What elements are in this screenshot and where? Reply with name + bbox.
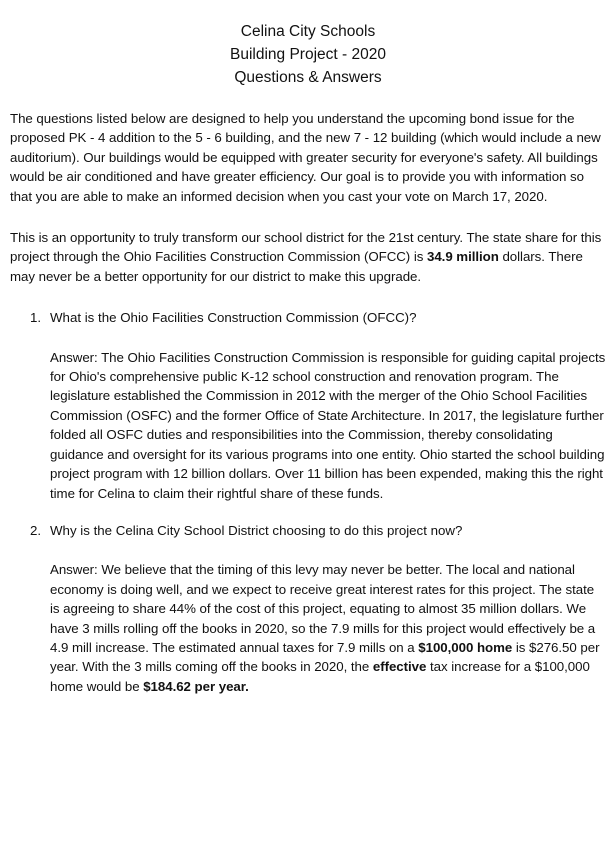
intro-paragraph-2 <box>10 228 606 286</box>
intro-paragraph-2-part-b: dollars. There may never be a better opportunity for our district to make this upgrade. <box>10 249 583 284</box>
question-number: 2. <box>30 522 42 538</box>
annual-increase-bold: $184.62 per year. <box>143 678 249 694</box>
document-title <box>10 20 606 89</box>
question-list <box>10 308 606 696</box>
answer-part-a: Answer: We believe that the timing of this levy may never be better. The local and national economy is doing well, and we expect to receive great interest rates for this project. The state is agreeing to share 44% of the cost of this project, equating to almost 35 million dollars. We have 3 mills rolling off the books in 2020, so the 7.9 mills for this project would effectively be a 4.9 mill increase. The estimated annual taxes for 7.9 mills on a <box>50 562 596 655</box>
title-school-name: Celina City Schools <box>240 23 376 40</box>
state-share-amount: 34.9 million <box>426 249 499 265</box>
title-qa: Questions & Answers <box>234 69 382 86</box>
title-project: Building Project - 2020 <box>230 46 386 63</box>
answer-part-c: tax increase for a $100,000 home would be <box>50 659 590 694</box>
intro-paragraph-2-part-a: This is an opportunity to truly transform our school district for the 21st century. The state share for this project through the Ohio Facilities Construction Commission (OFCC) is <box>10 230 602 265</box>
question-text: What is the Ohio Facilities Construction Commission (OFCC)? <box>50 310 417 326</box>
question-number: 1. <box>30 310 42 326</box>
effective-bold: effective <box>372 659 427 675</box>
answer-text <box>50 560 606 696</box>
answer-text: Answer: The Ohio Facilities Construction Commission is responsible for guiding capital projects for Ohio's comprehensive public K-12 school construction and renovation program. The legislature established the Commission in 2012 with the merger of the Ohio School Facilities Commission (OSFC) and the former Office of State Architecture. In 2017, the legislature further folded all OSFC duties and responsibilities into the Commission, thereby consolidating guidance and oversight for its various programs into one entity. Ohio started the school building project program with 12 billion dollars. Over 11 billion has been expended, making this the right time for Celina to claim their rightful share of these funds. <box>50 349 606 501</box>
question-item-2 <box>10 521 606 696</box>
answer-part-b: is $276.50 per year. With the 3 mills coming off the books in 2020, the <box>50 639 600 675</box>
question-item-1 <box>10 308 606 503</box>
home-value-bold: $100,000 home <box>418 639 513 655</box>
intro-paragraph-1: The questions listed below are designed to help you understand the upcoming bond issue for the proposed PK - 4 addition to the 5 - 6 building, and the new 7 - 12 building (which would include a new auditorium). Our buildings would be equipped with greater security for everyone's safety. All buildings would be air conditioned and have greater efficiency. Our goal is to provide you with information so that you are able to make an informed decision when you cast your vote on March 17, 2020. <box>10 111 601 204</box>
question-text: Why is the Celina City School District choosing to do this project now? <box>50 522 463 538</box>
